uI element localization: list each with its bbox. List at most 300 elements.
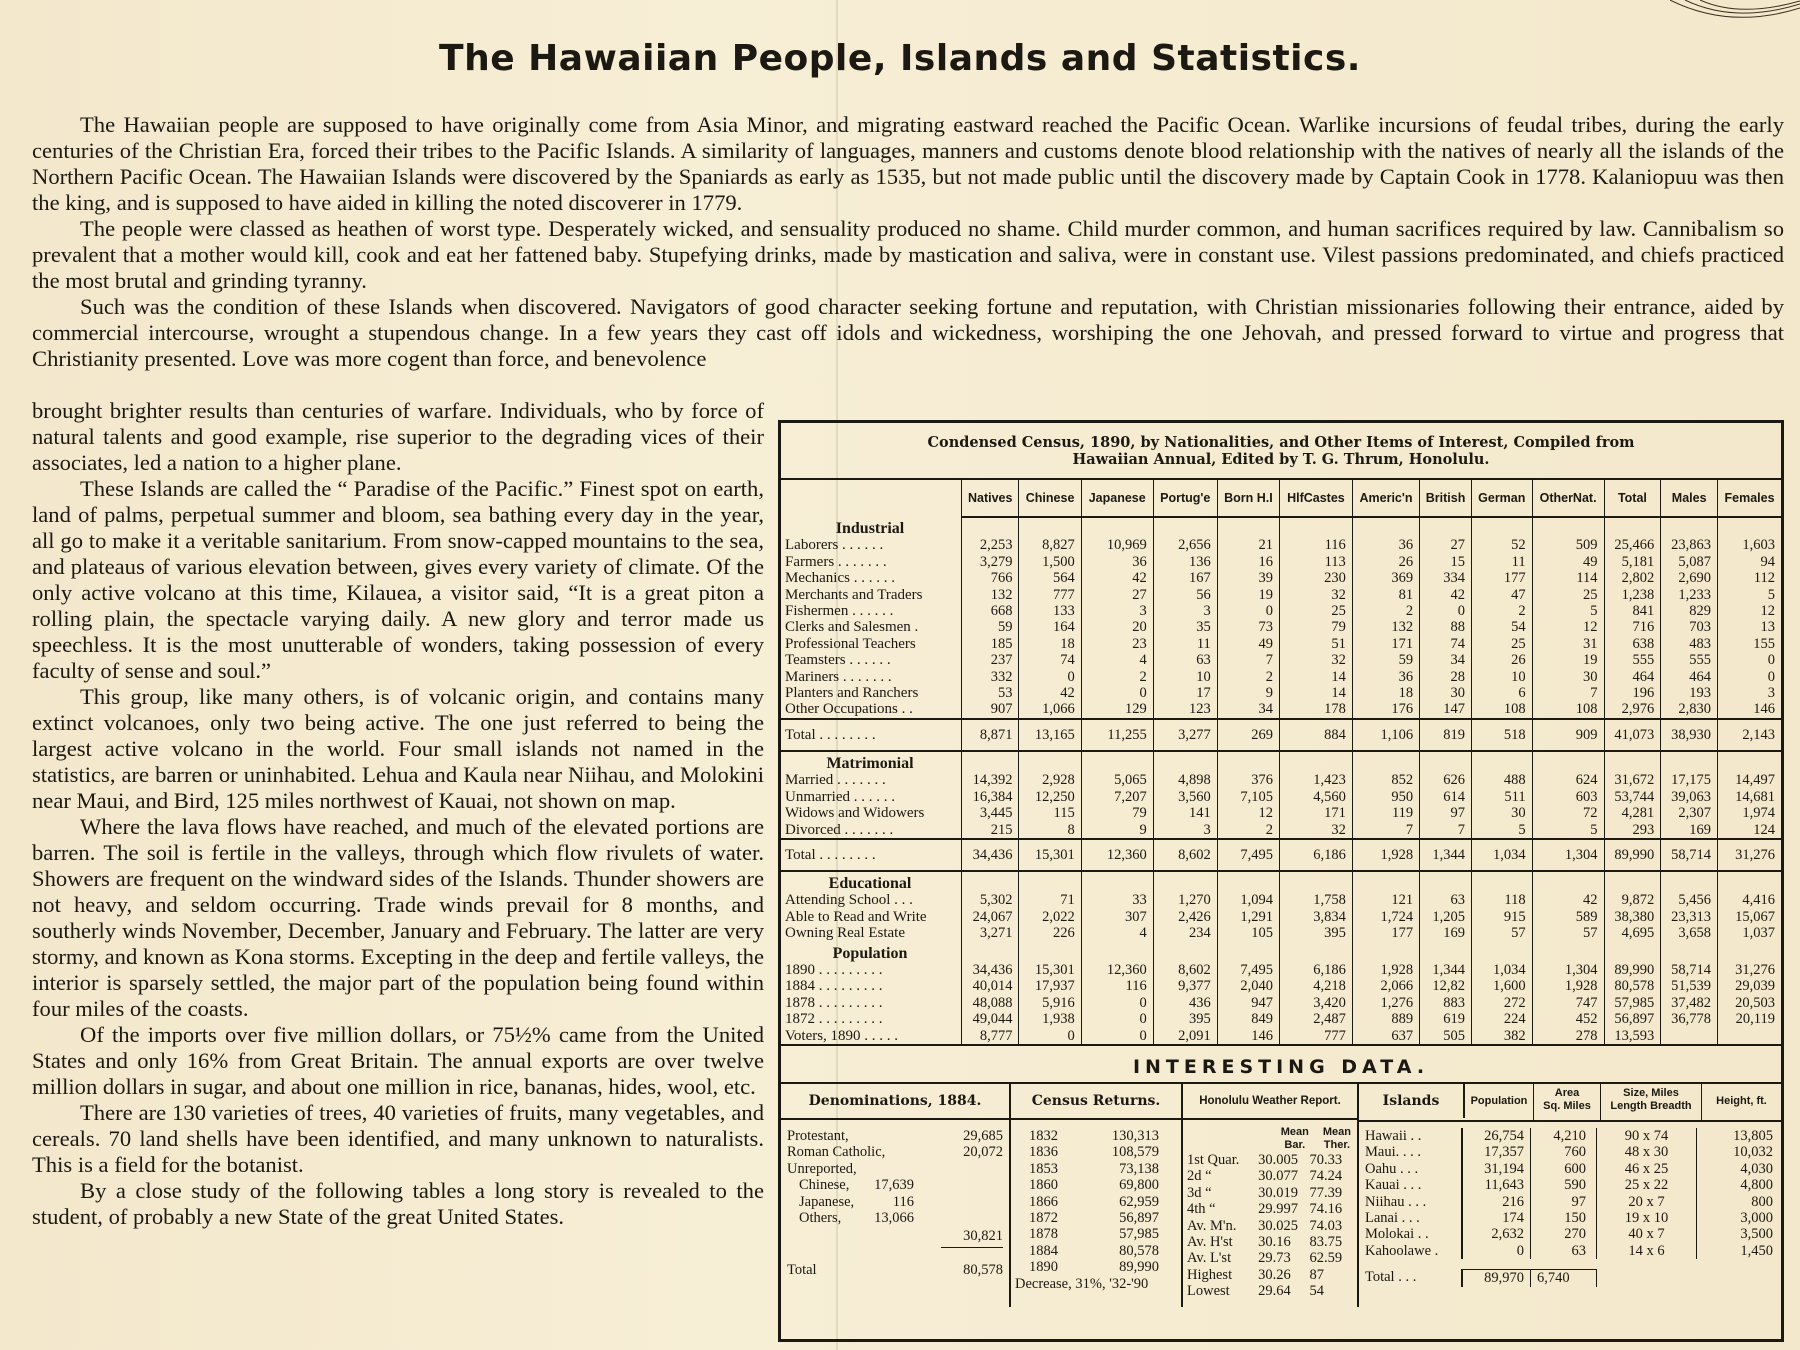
cell-value: 123 xyxy=(1153,701,1217,718)
cell-value: 9 xyxy=(1081,822,1153,839)
cell-value: 3 xyxy=(1718,685,1781,701)
denomination-value: 116 xyxy=(892,1193,914,1210)
cell-value: 113 xyxy=(1280,554,1353,570)
island-height: 1,450 xyxy=(1740,1242,1773,1259)
row-label: Fishermen . . . . . . xyxy=(785,603,894,620)
cell-value: 2,690 xyxy=(1661,570,1718,586)
cell-value: 56,897 xyxy=(1604,1011,1661,1027)
cell-value: 23 xyxy=(1081,636,1153,652)
cell-value: 21 xyxy=(1217,537,1279,553)
cell-value: 118 xyxy=(1471,892,1532,908)
census-table xyxy=(781,480,1781,1044)
cell-value: 4,898 xyxy=(1153,772,1217,788)
weather-period: 1st Quar. xyxy=(1187,1151,1240,1168)
empty-cell xyxy=(1661,751,1718,772)
cell-value: 703 xyxy=(1661,619,1718,635)
empty-cell xyxy=(1280,517,1353,537)
weather-row xyxy=(1183,1152,1357,1168)
weather-panel xyxy=(1181,1084,1357,1307)
island-population: 174 xyxy=(1463,1210,1531,1226)
weather-period: 3d “ xyxy=(1187,1184,1212,1201)
weather-row xyxy=(1183,1218,1357,1234)
cell-value: 5 xyxy=(1532,822,1604,839)
cell-value: 2,040 xyxy=(1217,978,1279,994)
cell-value: 3,834 xyxy=(1280,909,1353,925)
island-row xyxy=(1359,1128,1781,1144)
empty-cell xyxy=(1280,751,1353,772)
cell-value: 1,928 xyxy=(1352,962,1419,978)
cell-value: 4,416 xyxy=(1718,892,1781,908)
empty-cell xyxy=(1081,517,1153,537)
cell-value: 624 xyxy=(1532,772,1604,788)
cell-value: 619 xyxy=(1420,1011,1472,1027)
cell-value: 185 xyxy=(962,636,1019,652)
cell-value: 511 xyxy=(1471,789,1532,805)
empty-cell xyxy=(1217,942,1279,962)
cell-value: 30 xyxy=(1532,669,1604,685)
column-header: German xyxy=(1471,480,1532,517)
cell-value: 777 xyxy=(1280,1028,1353,1044)
cell-value: 20 xyxy=(1081,619,1153,635)
mean-bar-value: 30.16 xyxy=(1258,1234,1291,1250)
cell-value: 0 xyxy=(1420,603,1472,619)
cell-value: 29,039 xyxy=(1718,978,1781,994)
cell-value: 15,067 xyxy=(1718,909,1781,925)
cell-value: 17,937 xyxy=(1019,978,1081,994)
cell-value: 119 xyxy=(1352,805,1419,821)
cell-value: 2 xyxy=(1217,669,1279,685)
cell-value: 638 xyxy=(1604,636,1661,652)
mean-bar-value: 30.019 xyxy=(1258,1184,1299,1201)
empty-cell xyxy=(1661,517,1718,537)
cell-value: 58,714 xyxy=(1661,839,1718,871)
row-label: Voters, 1890 . . . . . xyxy=(785,1027,899,1044)
denomination-total-label: Total xyxy=(787,1261,817,1278)
cell-value: 0 xyxy=(1718,669,1781,685)
cell-value: 332 xyxy=(962,669,1019,685)
cell-value: 307 xyxy=(1081,909,1153,925)
denomination-subtotal: 30,821 xyxy=(963,1228,1003,1245)
cell-value: 1,974 xyxy=(1718,805,1781,821)
empty-cell xyxy=(962,942,1019,962)
cell-value: 2,091 xyxy=(1153,1028,1217,1044)
cell-value: 509 xyxy=(1532,537,1604,553)
cell-value: 79 xyxy=(1081,805,1153,821)
cell-value: 2 xyxy=(1217,822,1279,839)
cell-value: 178 xyxy=(1280,701,1353,718)
denomination-row xyxy=(781,1177,920,1193)
empty-cell xyxy=(1019,871,1081,892)
table-row xyxy=(781,652,1781,668)
cell-value: 1,603 xyxy=(1718,537,1781,553)
weather-period: Highest xyxy=(1187,1266,1233,1283)
cell-value: 293 xyxy=(1604,822,1661,839)
cell-value: 230 xyxy=(1280,570,1353,586)
column-header: Americ'n xyxy=(1352,480,1419,517)
census-return-row xyxy=(1011,1259,1181,1275)
cell-value: 26 xyxy=(1352,554,1419,570)
cell-value: 35 xyxy=(1153,619,1217,635)
cell-value: 47 xyxy=(1471,587,1532,603)
island-size: 90 x 74 xyxy=(1597,1128,1697,1144)
cell-value: 18 xyxy=(1352,685,1419,701)
row-label: Total . . . . . . . . xyxy=(781,839,962,871)
cell-value: 852 xyxy=(1352,772,1419,788)
cell-value: 13 xyxy=(1718,619,1781,635)
denomination-value: 13,066 xyxy=(874,1210,914,1226)
census-title-line: Hawaiian Annual, Edited by T. G. Thrum, Honolulu. xyxy=(1072,451,1490,468)
cell-value: 2,928 xyxy=(1019,772,1081,788)
cell-value: 6,186 xyxy=(1280,962,1353,978)
cell-value: 74 xyxy=(1420,636,1472,652)
cell-value: 5,302 xyxy=(962,892,1019,908)
cell-value: 7 xyxy=(1217,652,1279,668)
cell-value: 5 xyxy=(1532,603,1604,619)
column-header: Males xyxy=(1661,480,1718,517)
island-size: 19 x 10 xyxy=(1597,1210,1697,1226)
cell-value: 27 xyxy=(1420,537,1472,553)
empty-cell xyxy=(962,871,1019,892)
mean-bar-value: 30.26 xyxy=(1258,1266,1291,1283)
cell-value: 25,466 xyxy=(1604,537,1661,553)
island-area: 4,210 xyxy=(1531,1128,1597,1144)
cell-value: 121 xyxy=(1352,892,1419,908)
cell-value: 57 xyxy=(1532,925,1604,941)
cell-value: 1,938 xyxy=(1019,1011,1081,1027)
cell-value: 2 xyxy=(1081,669,1153,685)
row-label: Laborers . . . . . . xyxy=(785,537,884,554)
column-header: HlfCastes xyxy=(1280,480,1353,517)
cell-value: 2,253 xyxy=(962,537,1019,553)
cell-value: 483 xyxy=(1661,636,1718,652)
islands-total-area: 6,740 xyxy=(1531,1269,1597,1286)
islands-total-population: 89,970 xyxy=(1463,1269,1531,1286)
empty-cell xyxy=(1217,871,1279,892)
cell-value: 12,250 xyxy=(1019,789,1081,805)
cell-value: 2,307 xyxy=(1661,805,1718,821)
empty-cell xyxy=(1217,751,1279,772)
islands-total-row xyxy=(1359,1269,1781,1286)
cell-value: 1,600 xyxy=(1471,978,1532,994)
cell-value: 49 xyxy=(1217,636,1279,652)
cell-value: 39,063 xyxy=(1661,789,1718,805)
cell-value: 278 xyxy=(1532,1028,1604,1044)
island-size: 20 x 7 xyxy=(1597,1194,1697,1210)
cell-value: 16,384 xyxy=(962,789,1019,805)
island-row xyxy=(1359,1144,1781,1160)
island-area: 97 xyxy=(1531,1194,1597,1210)
column-header: Total xyxy=(1604,480,1661,517)
table-row xyxy=(781,805,1781,821)
cell-value: 141 xyxy=(1153,805,1217,821)
paragraph: The people were classed as heathen of worst type. Desperately wicked, and sensuality produced no shame. Child murder common, and human sacrifices required by law. Cannibalism so prevalent that a mother would kill, cook and eat her fattened baby. Stupefying drinks, made by mastication and saliva, were in constant use. Vilest passions predominated, and chiefs practiced the most brutal and grinding tyranny. xyxy=(32,216,1784,293)
cell-value: 133 xyxy=(1019,603,1081,619)
cell-value: 147 xyxy=(1420,701,1472,718)
island-height: 4,800 xyxy=(1740,1177,1773,1194)
census-return-row xyxy=(1011,1226,1181,1242)
island-area: 270 xyxy=(1531,1226,1597,1242)
cell-value: 7 xyxy=(1352,822,1419,839)
cell-value: 28 xyxy=(1420,669,1472,685)
row-label: Divorced . . . . . . . xyxy=(785,821,894,838)
denomination-label: Roman Catholic, xyxy=(787,1144,886,1161)
island-population: 17,357 xyxy=(1463,1144,1531,1160)
cell-value: 36 xyxy=(1081,554,1153,570)
denomination-label: Others, xyxy=(799,1210,842,1226)
cell-value: 7 xyxy=(1420,822,1472,839)
islands-heading: Islands xyxy=(1359,1084,1465,1118)
map-corner-decoration xyxy=(1660,0,1800,30)
cell-value: 88 xyxy=(1420,619,1472,635)
cell-value: 1,758 xyxy=(1280,892,1353,908)
denomination-row xyxy=(781,1128,1009,1144)
cell-value: 0 xyxy=(1718,652,1781,668)
island-height: 3,500 xyxy=(1740,1226,1773,1243)
cell-value: 112 xyxy=(1718,570,1781,586)
cell-value: 132 xyxy=(962,587,1019,603)
empty-cell xyxy=(1019,517,1081,537)
island-row xyxy=(1359,1226,1781,1242)
empty-cell xyxy=(962,517,1019,537)
cell-value: 2,802 xyxy=(1604,570,1661,586)
total-row xyxy=(781,719,1781,751)
row-label: Merchants and Traders xyxy=(785,586,923,603)
header-text: Mean xyxy=(1280,1125,1309,1138)
cell-value: 10 xyxy=(1471,669,1532,685)
interesting-data-grid xyxy=(781,1082,1781,1307)
cell-value: 4 xyxy=(1081,925,1153,941)
empty-cell xyxy=(1471,517,1532,537)
paragraph: Where the lava flows have reached, and much of the elevated portions are barren. The soil is fertile in the valleys, through which flow rivulets of water. Showers are frequent on the windward sides of the Islands. Thunder showers are not heavy, and seldom occurring. Trade winds prevail for 8 months, and southerly winds November, December, January and February. The latter are very stormy, and known as Kona storms. Excepting in the deep and fertile valleys, the interior is sparsely settled, the major part of the population being found within four miles of the coasts. xyxy=(32,814,764,1021)
census-return-row xyxy=(1011,1144,1181,1160)
left-column-text xyxy=(32,398,764,1230)
paragraph: These Islands are called the “ Paradise of the Pacific.” Finest spot on earth, land of palms, perpetual summer and bloom, sea bathing every day in the year, all go to make it a veritable sanitarium. From snow-capped mountains to the sea, and plateaus of various elevation between, gives every variety of climate. Of the only active volcano at this time, Kilauea, a visitor said, “It is a great piton a rolling plain, the spectacle varying daily. A new glory and terror made us speechless. It is the most unutterable of wonders, taking possession of every faculty of sense and soul.” xyxy=(32,476,764,683)
empty-cell xyxy=(1661,871,1718,892)
empty-cell xyxy=(1420,871,1472,892)
empty-cell xyxy=(1661,942,1718,962)
cell-value: 31 xyxy=(1532,636,1604,652)
table-row xyxy=(781,892,1781,908)
cell-value: 3 xyxy=(1153,822,1217,839)
cell-value: 79 xyxy=(1280,619,1353,635)
mean-ther-value: 54 xyxy=(1309,1283,1325,1300)
cell-value: 80,578 xyxy=(1604,978,1661,994)
cell-value: 14 xyxy=(1280,669,1353,685)
empty-cell xyxy=(1352,871,1419,892)
column-header: Natives xyxy=(962,480,1019,517)
denomination-value: 29,685 xyxy=(963,1127,1003,1144)
weather-row xyxy=(1183,1234,1357,1250)
table-row xyxy=(781,537,1781,553)
cell-value: 25 xyxy=(1532,587,1604,603)
table-row xyxy=(781,636,1781,652)
island-name: Kauai . . . xyxy=(1359,1177,1463,1193)
cell-value: 129 xyxy=(1081,701,1153,718)
empty-cell xyxy=(1532,517,1604,537)
empty-cell xyxy=(1471,871,1532,892)
census-population: 62,959 xyxy=(1119,1193,1159,1210)
header-text: Size, Miles xyxy=(1623,1086,1679,1099)
cell-value: 2,426 xyxy=(1153,909,1217,925)
island-height: 800 xyxy=(1751,1193,1773,1210)
cell-value: 1,094 xyxy=(1217,892,1279,908)
cell-value: 555 xyxy=(1604,652,1661,668)
census-year: 1860 xyxy=(1029,1177,1058,1194)
table-row xyxy=(781,570,1781,586)
empty-cell xyxy=(1280,942,1353,962)
denomination-label: Chinese, xyxy=(799,1177,850,1194)
cell-value: 167 xyxy=(1153,570,1217,586)
table-row xyxy=(781,701,1781,718)
island-area: 63 xyxy=(1531,1243,1597,1259)
row-label: 1872 . . . . . . . . . xyxy=(785,1011,883,1028)
cell-value: 589 xyxy=(1532,909,1604,925)
empty-cell xyxy=(1718,942,1781,962)
cell-value: 0 xyxy=(1217,603,1279,619)
row-label: 1890 . . . . . . . . . xyxy=(785,961,883,978)
cell-value: 3,560 xyxy=(1153,789,1217,805)
cell-value: 1,034 xyxy=(1471,962,1532,978)
census-year: 1866 xyxy=(1029,1193,1058,1210)
cell-value: 23,313 xyxy=(1661,909,1718,925)
cell-value: 89,990 xyxy=(1604,962,1661,978)
empty-cell xyxy=(1153,517,1217,537)
cell-value: 11 xyxy=(1471,554,1532,570)
denomination-row xyxy=(781,1161,1009,1177)
island-height: 13,805 xyxy=(1733,1127,1773,1144)
cell-value: 4,281 xyxy=(1604,805,1661,821)
island-name: Kahoolawe . xyxy=(1359,1243,1463,1259)
cell-value: 334 xyxy=(1420,570,1472,586)
paragraph: This group, like many others, is of volcanic origin, and contains many extinct volcanoes, only two being active. The one just referred to being the largest active volcano in the world. Four small islands not named in the statistics, are barren or uninhabited. Lehua and Kaula near Niihau, and Molokini near Maui, and Bird, 125 miles northwest of Kauai, not shown on map. xyxy=(32,684,764,813)
cell-value: 108 xyxy=(1532,701,1604,718)
cell-value: 171 xyxy=(1280,805,1353,821)
table-row xyxy=(781,978,1781,994)
cell-value: 12,360 xyxy=(1081,839,1153,871)
column-header: Chinese xyxy=(1019,480,1081,517)
islands-total-label: Total . . . xyxy=(1359,1269,1463,1286)
section-heading-row xyxy=(781,942,1781,962)
interesting-data-title: INTERESTING DATA. xyxy=(781,1044,1781,1082)
cell-value: 81 xyxy=(1352,587,1419,603)
cell-value: 42 xyxy=(1019,685,1081,701)
cell-value: 14,681 xyxy=(1718,789,1781,805)
cell-value: 94 xyxy=(1718,554,1781,570)
cell-value: 32 xyxy=(1280,652,1353,668)
island-population: 0 xyxy=(1463,1243,1531,1259)
cell-value: 56 xyxy=(1153,587,1217,603)
cell-value: 10,969 xyxy=(1081,537,1153,553)
column-header: Born H.I xyxy=(1217,480,1279,517)
cell-value: 6,186 xyxy=(1280,839,1353,871)
cell-value: 8 xyxy=(1019,822,1081,839)
table-row xyxy=(781,909,1781,925)
cell-value: 1,205 xyxy=(1420,909,1472,925)
cell-value: 1,928 xyxy=(1352,839,1419,871)
cell-value: 171 xyxy=(1352,636,1419,652)
total-row xyxy=(781,839,1781,871)
mean-ther-value: 83.75 xyxy=(1309,1234,1343,1250)
cell-value: 4 xyxy=(1081,652,1153,668)
census-year: 1890 xyxy=(1029,1259,1058,1276)
islands-header xyxy=(1359,1084,1781,1122)
table-row xyxy=(781,925,1781,941)
island-row xyxy=(1359,1194,1781,1210)
column-header: Japanese xyxy=(1081,480,1153,517)
island-population: 216 xyxy=(1463,1194,1531,1210)
census-return-row xyxy=(1011,1128,1181,1144)
empty-cell xyxy=(1532,751,1604,772)
row-label: 1884 . . . . . . . . . xyxy=(785,978,883,995)
weather-period: Av. H'st xyxy=(1187,1234,1233,1250)
cell-value: 9,872 xyxy=(1604,892,1661,908)
cell-value: 15 xyxy=(1420,554,1472,570)
empty-cell xyxy=(1081,942,1153,962)
census-return-row xyxy=(1011,1177,1181,1193)
mean-bar-value: 29.64 xyxy=(1258,1283,1291,1300)
cell-value: 23,863 xyxy=(1661,537,1718,553)
row-label: Mariners . . . . . . . xyxy=(785,668,892,685)
column-header: Portug'e xyxy=(1153,480,1217,517)
cell-value: 59 xyxy=(1352,652,1419,668)
table-row xyxy=(781,789,1781,805)
empty-cell xyxy=(1532,871,1604,892)
cell-value: 16 xyxy=(1217,554,1279,570)
census-year: 1836 xyxy=(1029,1144,1058,1161)
cell-value: 889 xyxy=(1352,1011,1419,1027)
island-row xyxy=(1359,1243,1781,1259)
cell-value: 272 xyxy=(1471,995,1532,1011)
cell-value: 555 xyxy=(1661,652,1718,668)
mean-ther-value: 70.33 xyxy=(1309,1151,1343,1168)
cell-value: 0 xyxy=(1081,995,1153,1011)
cell-value: 3,658 xyxy=(1661,925,1718,941)
cell-value: 1,304 xyxy=(1532,962,1604,978)
island-area: 150 xyxy=(1531,1210,1597,1226)
cell-value: 224 xyxy=(1471,1011,1532,1027)
denomination-value: 20,072 xyxy=(963,1144,1003,1161)
empty-cell xyxy=(1532,942,1604,962)
row-label: Mechanics . . . . . . xyxy=(785,570,895,587)
paragraph: There are 130 varieties of trees, 40 varieties of fruits, many vegetables, and cereals. 70 land shells have been identified, and many unknown to naturalists. This is a field for the botanist. xyxy=(32,1100,764,1177)
denomination-label: Unreported, xyxy=(787,1160,857,1177)
cell-value: 10 xyxy=(1153,669,1217,685)
cell-value: 668 xyxy=(962,603,1019,619)
cell-value: 0 xyxy=(1081,1028,1153,1044)
island-area: 600 xyxy=(1531,1161,1597,1177)
cell-value: 2 xyxy=(1352,603,1419,619)
denomination-value: 17,639 xyxy=(874,1177,914,1194)
column-header: British xyxy=(1420,480,1472,517)
cell-value: 20,119 xyxy=(1718,1011,1781,1027)
paragraph: By a close study of the following tables a long story is revealed to the student, of probably a new State of the great United States. xyxy=(32,1178,764,1229)
cell-value: 15,301 xyxy=(1019,839,1081,871)
cell-value: 124 xyxy=(1718,822,1781,839)
empty-cell xyxy=(1153,871,1217,892)
cell-value: 72 xyxy=(1532,805,1604,821)
table-row xyxy=(781,554,1781,570)
cell-value: 3,279 xyxy=(962,554,1019,570)
denominations-heading: Denominations, 1884. xyxy=(781,1084,1009,1120)
cell-value: 34,436 xyxy=(962,839,1019,871)
cell-value: 637 xyxy=(1352,1028,1419,1044)
cell-value: 11,255 xyxy=(1081,719,1153,751)
census-return-row xyxy=(1011,1243,1181,1259)
column-header: Females xyxy=(1718,480,1781,517)
cell-value: 49,044 xyxy=(962,1011,1019,1027)
weather-period: 4th “ xyxy=(1187,1201,1216,1218)
cell-value: 452 xyxy=(1532,1011,1604,1027)
